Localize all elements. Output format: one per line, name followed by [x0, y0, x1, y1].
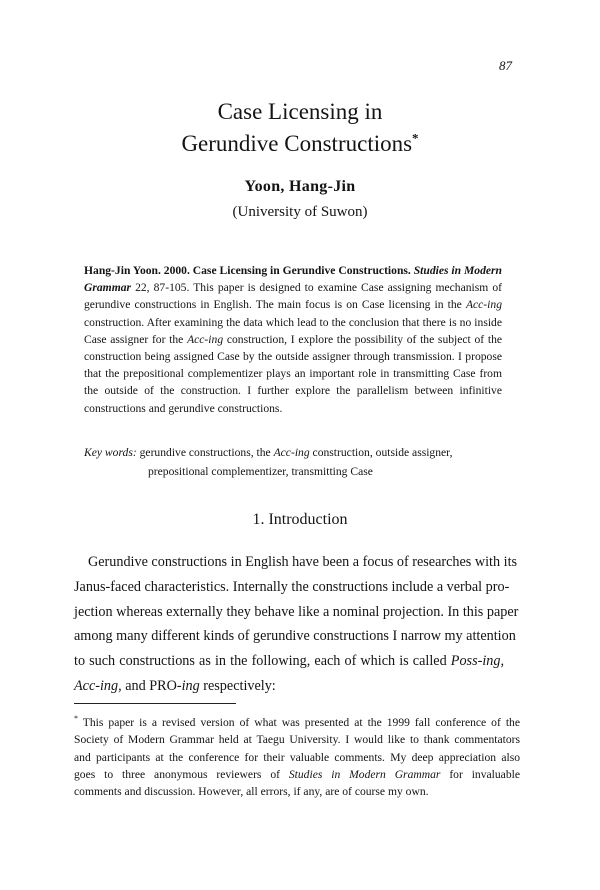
body-line: Janus-faced characteristics. Internally the constructions include a verbal pro- [74, 578, 510, 595]
body-line: Gerundive constructions in English have been a focus of researches with its [88, 554, 518, 570]
abstract-text-3: construction, I explore the possibility of the subject of the construction being assigned Case by the outside assigner through transmission. I propose that the prepositional complementizer plays an important role in transmitting Case from the outside of the construction. I further explore the parallelism between infinitive constructions and gerundive constructions. [84, 332, 503, 415]
footnote-line: and participants at the conference for their valuable comments. My deep appreciation also [74, 750, 520, 764]
footnote-text: for invaluable [449, 768, 520, 782]
body-line: jection whereas externally they behave like a nominal projection. In this paper [74, 603, 519, 620]
footnote [74, 710, 520, 801]
abstract-term-acc-ing: Acc-ing [465, 298, 502, 312]
abstract-volume-pages: 22, 87-105. [135, 281, 190, 295]
footnote-divider [74, 703, 236, 704]
footnote-marker: * [74, 714, 78, 723]
body-text: and PRO- [125, 677, 182, 694]
keywords-text: gerundive constructions, the [139, 446, 271, 459]
author-affiliation: (University of Suwon) [232, 204, 368, 220]
footnote-line [74, 710, 520, 731]
paper-title [0, 96, 600, 160]
title-line-2: Gerundive Constructions [181, 131, 413, 156]
author-name: Yoon, Hang-Jin [244, 178, 356, 195]
keywords-term-acc-ing: Acc-ing [273, 446, 310, 459]
footnote-line: Society of Modern Grammar held at Taegu University. I would like to thank commentators [74, 733, 520, 747]
abstract-citation: Hang-Jin Yoon. 2000. Case Licensing in Gerundive Constructions. [84, 264, 411, 277]
footnote-line: comments and discussion. However, all errors, if any, are of course my own. [74, 785, 429, 799]
abstract [84, 262, 502, 417]
body-text: respectively: [203, 677, 276, 694]
keywords-text: construction, outside assigner, [312, 446, 453, 459]
section-heading: 1. Introduction [252, 511, 348, 528]
body-line [74, 674, 504, 699]
keywords-line-2: prepositional complementizer, transmitting Case [148, 465, 373, 478]
keywords [84, 443, 502, 481]
body-line [74, 649, 504, 674]
abstract-text-2: construction. After examining the data which lead to the conclusion that there is no inside Case assigner for the [84, 315, 502, 346]
body-term-ing: ing [181, 677, 200, 694]
page-number: 87 [499, 58, 512, 73]
keywords-label: Key words: [84, 446, 137, 459]
abstract-journal: Studies in Modern Grammar [84, 264, 502, 295]
title-line-1: Case Licensing in [217, 99, 383, 124]
footnote-journal: Studies in Modern Grammar [288, 768, 441, 782]
title-footnote-marker[interactable]: * [412, 130, 419, 146]
footnote-text: This paper is a revised version of what was presented at the 1999 fall conference of the [82, 715, 520, 729]
footnote-line [74, 766, 520, 783]
abstract-term-acc-ing: Acc-ing [187, 332, 224, 346]
body-term-acc-ing: Acc-ing, [74, 677, 122, 694]
body-paragraph [74, 550, 519, 699]
body-line: among many different kinds of gerundive constructions I narrow my attention [74, 628, 516, 645]
body-text: to such constructions as in the following, each of which is called [74, 653, 447, 670]
abstract-text-1: This paper is designed to examine Case assigning mechanism of gerundive constructions in English. The main focus is on Case licensing in the [84, 281, 502, 312]
body-term-poss-ing: Poss-ing, [450, 653, 504, 670]
footnote-text: goes to three anonymous reviewers of [74, 768, 280, 782]
keywords-line-1 [84, 443, 502, 462]
